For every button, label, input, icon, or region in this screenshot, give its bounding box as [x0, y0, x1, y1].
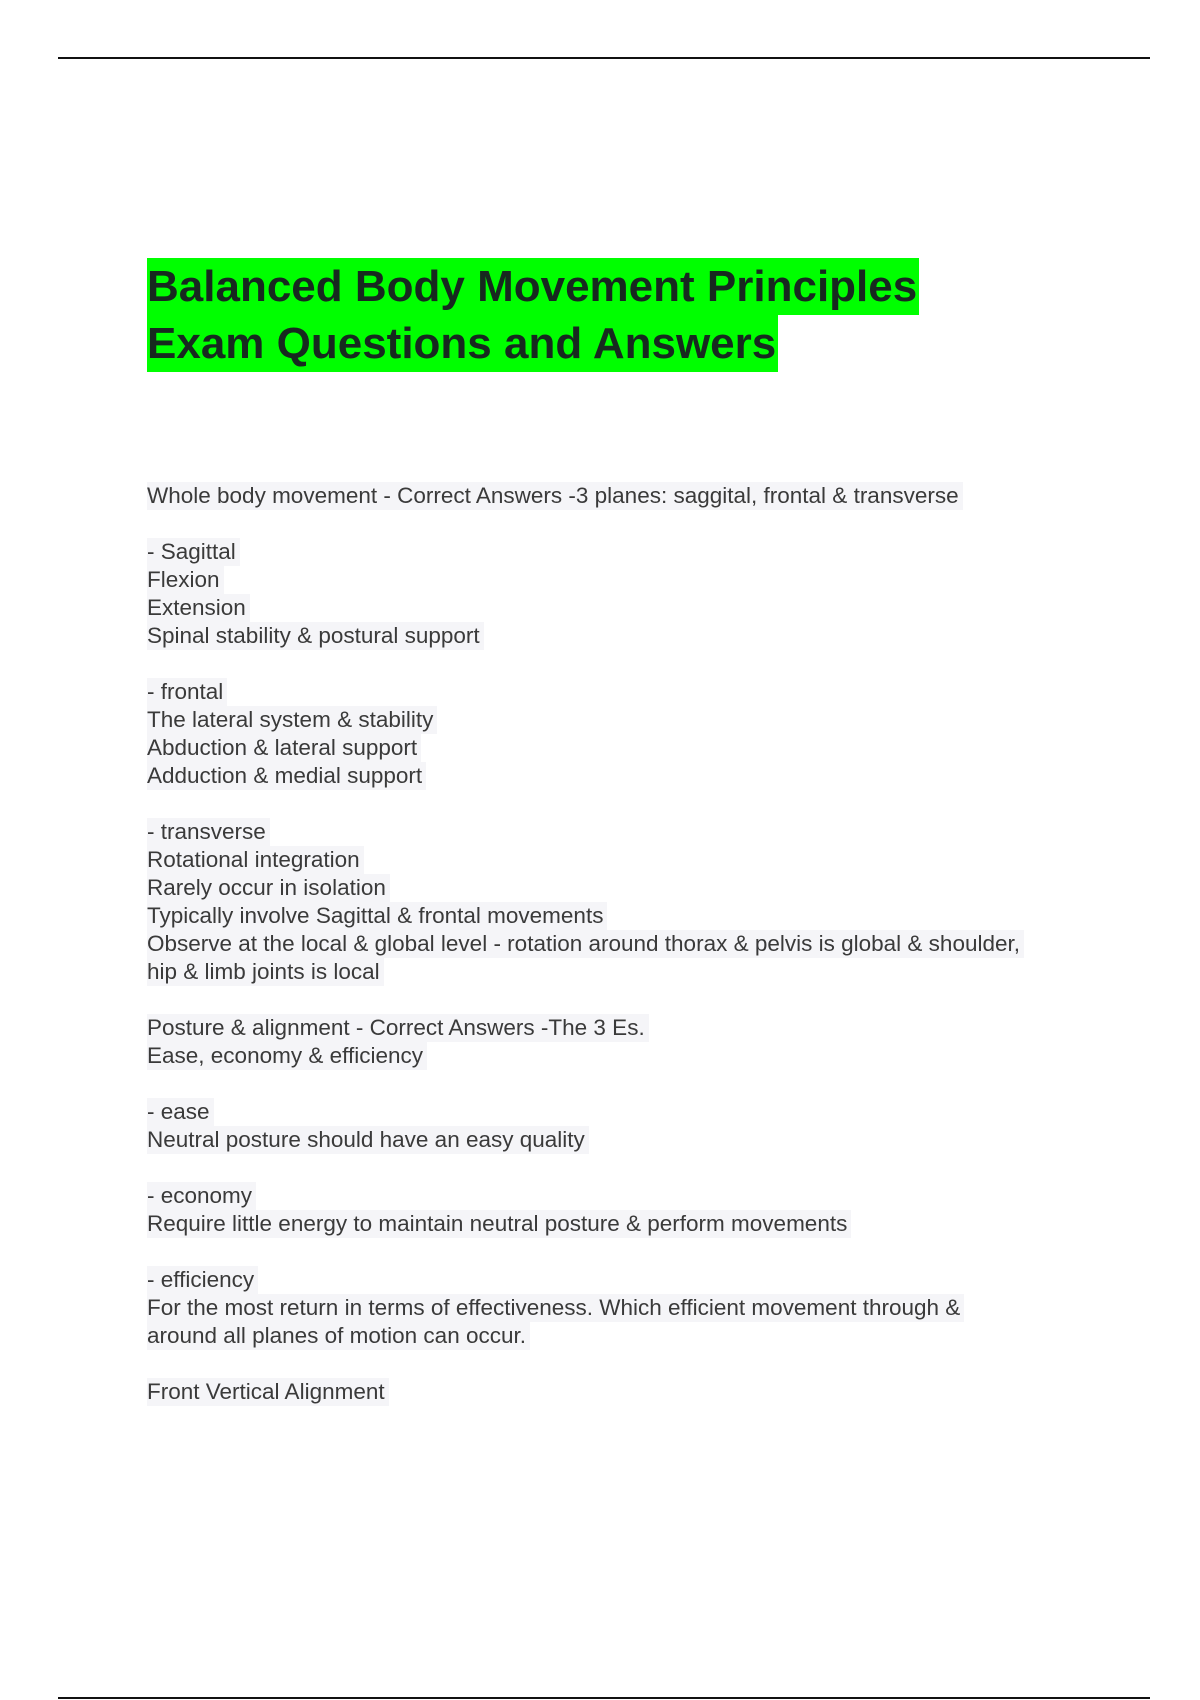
text-line: For the most return in terms of effectiveness. Which efficient movement through & [147, 1294, 964, 1322]
header-rule [58, 57, 1150, 59]
qa-block [147, 1182, 1024, 1238]
text-line: Extension [147, 594, 250, 622]
text-line: Neutral posture should have an easy quality [147, 1126, 589, 1154]
text-line: Observe at the local & global level - rotation around thorax & pelvis is global & shoulder, [147, 930, 1024, 958]
text-line: The lateral system & stability [147, 706, 437, 734]
qa-block [147, 538, 1024, 650]
document-title [147, 258, 919, 372]
qa-block [147, 482, 1024, 510]
text-line: - economy [147, 1182, 256, 1210]
text-line: hip & limb joints is local [147, 958, 384, 986]
text-line: around all planes of motion can occur. [147, 1322, 530, 1350]
qa-block [147, 1266, 1024, 1350]
text-line: - transverse [147, 818, 270, 846]
text-line: - efficiency [147, 1266, 258, 1294]
title-line-2: Exam Questions and Answers [147, 315, 778, 372]
text-line: - frontal [147, 678, 227, 706]
text-line: Abduction & lateral support [147, 734, 421, 762]
text-line: Rotational integration [147, 846, 364, 874]
qa-block [147, 1014, 1024, 1070]
qa-block [147, 678, 1024, 790]
text-line: Rarely occur in isolation [147, 874, 390, 902]
footer-rule [58, 1697, 1150, 1699]
text-line: Flexion [147, 566, 224, 594]
text-line: Typically involve Sagittal & frontal movements [147, 902, 607, 930]
qa-block [147, 818, 1024, 986]
text-line: Ease, economy & efficiency [147, 1042, 427, 1070]
text-line: Adduction & medial support [147, 762, 426, 790]
document-body [147, 482, 1024, 1434]
text-line: Front Vertical Alignment [147, 1378, 389, 1406]
text-line: Require little energy to maintain neutral posture & perform movements [147, 1210, 851, 1238]
qa-block [147, 1378, 1024, 1406]
text-line: Spinal stability & postural support [147, 622, 484, 650]
text-line: - ease [147, 1098, 214, 1126]
text-line: - Sagittal [147, 538, 240, 566]
text-line: Posture & alignment - Correct Answers -The 3 Es. [147, 1014, 649, 1042]
text-line: Whole body movement - Correct Answers -3 planes: saggital, frontal & transverse [147, 482, 963, 510]
title-line-1: Balanced Body Movement Principles [147, 258, 919, 315]
qa-block [147, 1098, 1024, 1154]
